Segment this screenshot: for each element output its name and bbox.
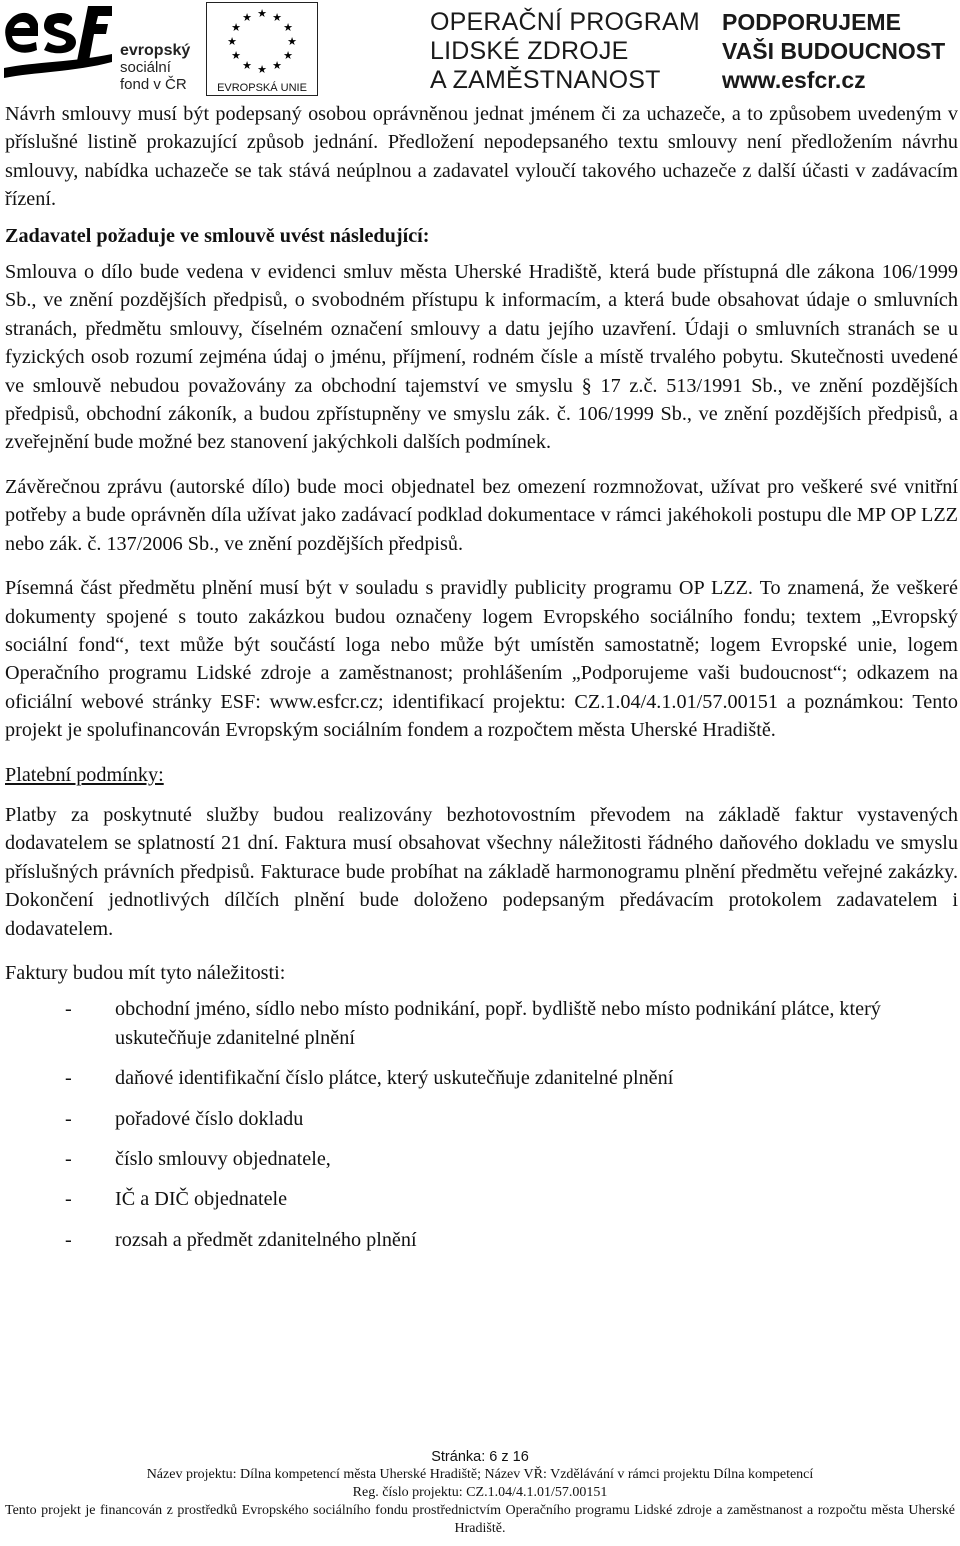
svg-text:★: ★ bbox=[272, 59, 282, 72]
support-line-1: PODPORUJEME bbox=[722, 9, 901, 35]
list-dash: - bbox=[65, 998, 72, 1021]
eu-logo bbox=[206, 2, 318, 96]
esf-line-2: sociální bbox=[120, 59, 171, 76]
list-item bbox=[5, 1145, 958, 1173]
svg-text:★: ★ bbox=[231, 49, 241, 62]
footer-project-name: Název projektu: Dílna kompetencí města Uherské Hradiště; Název VŘ: Vzdělávání v rámci projektu Dílna kompetencí bbox=[146, 1467, 814, 1482]
list-dash: - bbox=[65, 1148, 72, 1170]
support-line-2: VAŠI BUDOUCNOST bbox=[722, 38, 946, 64]
svg-text:★: ★ bbox=[283, 21, 293, 34]
invoice-requirements-list bbox=[5, 995, 958, 1254]
esf-line-3: fond v ČR bbox=[120, 76, 187, 93]
section-heading-requirements: Zadavatel požaduje ve smlouvě uvést následující: bbox=[5, 224, 430, 247]
paragraph-invoice-intro: Faktury budou mít tyto náležitosti: bbox=[5, 961, 286, 984]
svg-text:★: ★ bbox=[257, 7, 267, 20]
page-footer bbox=[0, 1448, 960, 1538]
list-item bbox=[5, 1064, 958, 1092]
paragraph-payment: Platby za poskytnuté služby budou realizovány bezhotovostním převodem na základě faktur vystavených dodavatelem se splatností 21 dní. Faktura musí obsahovat všechny náležitosti řádného daňového dokladu ve smyslu příslušných právních předpisů. Fakturace bude probíhat na základě harmonogramu plnění předmětu veřejné zakázky. Dokončení jednotlivých dílčích plnění bude doloženo podepsaným předávacím protokolem zadavatelem i dodavatelem. bbox=[5, 803, 958, 940]
svg-text:★: ★ bbox=[257, 63, 267, 76]
esf-logo-icon bbox=[4, 6, 114, 96]
list-dash: - bbox=[65, 1107, 72, 1130]
page-header bbox=[0, 0, 960, 100]
support-website-link[interactable]: www.esfcr.cz bbox=[722, 67, 866, 93]
paragraph-contract-registry: Smlouva o dílo bude vedena v evidenci smluv města Uherské Hradiště, která bude přístupná dle zákona 106/1999 Sb., ve znění pozdějších předpisů, o svobodném přístupu k informacím, a která bude obsahovat údaje o smluvních stranách, předmětu smlouvy, číselném označení smlouvy a datu jejího uzavření. Údaji o smluvních stranách se u fyzických osob rozumí zejména údaj o jménu, příjmení, rodném čísle a místě trvalého pobytu. Skutečnosti uvedené ve smlouvě nebudou považovány za obchodní tajemství ve smyslu § 17 z.č. 513/1991 Sb., ve znění pozdějších předpisů, obchodní zákoník, a budou zpřístupněny ve smyslu zák. č. 106/1999 Sb., ve znění pozdějších předpisů, a zveřejnění bude možné bez stanovení jakýchkoli dalších podmínek. bbox=[5, 261, 958, 454]
document-body bbox=[5, 100, 958, 1266]
svg-text:★: ★ bbox=[242, 59, 252, 72]
page-number: Stránka: 6 z 16 bbox=[431, 1449, 529, 1465]
list-item-text: obchodní jméno, sídlo nebo místo podnikání, popř. bydliště nebo místo podnikání plátce, který uskutečňuje zdanitelné plnění bbox=[115, 998, 881, 1049]
list-item-text: daňové identifikační číslo plátce, který uskutečňuje zdanitelné plnění bbox=[115, 1067, 674, 1090]
svg-text:★: ★ bbox=[227, 35, 237, 48]
list-dash: - bbox=[65, 1188, 72, 1211]
list-item-text: pořadové číslo dokladu bbox=[115, 1107, 304, 1130]
esf-line-1: evropský bbox=[120, 42, 191, 59]
svg-text:★: ★ bbox=[231, 21, 241, 34]
esf-logo-text bbox=[120, 42, 190, 93]
list-dash: - bbox=[65, 1228, 72, 1251]
program-line-3: A ZAMĚSTNANOST bbox=[430, 66, 661, 94]
program-line-1: OPERAČNÍ PROGRAM bbox=[430, 8, 700, 36]
list-item-text: rozsah a předmět zdanitelného plnění bbox=[115, 1228, 417, 1251]
support-slogan bbox=[722, 8, 945, 95]
svg-text:★: ★ bbox=[283, 49, 293, 62]
list-item bbox=[5, 1185, 958, 1213]
eu-stars-icon bbox=[207, 3, 317, 81]
list-dash: - bbox=[65, 1067, 72, 1090]
section-heading-payment: Platební podmínky: bbox=[5, 763, 164, 786]
paragraph-publicity: Písemná část předmětu plnění musí být v souladu s pravidly publicity programu OP LZZ. To znamená, že veškeré dokumenty spojené s touto zakázkou budou označeny logem Evropského sociálního fondu; textem „Evropský sociální fond“, text může být součástí loga nebo může být umístěn samostatně; logem Evropské unie, logem Operačního programu Lidské zdroje a zaměstnanost; prohlášením „Podporujeme vaši budoucnost“; odkazem na oficiální webové stránky ESF: www.esfcr.cz; identifikací projektu: CZ.1.04/4.1.01/57.00151 a poznámkou: Tento projekt je spolufinancován Evropským sociálním fondem a rozpočtem města Uherské Hradiště. bbox=[5, 577, 958, 742]
list-item-text: číslo smlouvy objednatele, bbox=[115, 1148, 331, 1170]
footer-registration-number: Reg. číslo projektu: CZ.1.04/4.1.01/57.00151 bbox=[352, 1485, 608, 1500]
program-line-2: LIDSKÉ ZDROJE bbox=[430, 37, 629, 65]
footer-funding-note: Tento projekt je financován z prostředků Evropského sociálního fondu prostřednictvím Operačního programu Lidské zdroje a zaměstnanost a rozpočtu města Uherské Hradiště. bbox=[5, 1503, 955, 1536]
list-item bbox=[5, 995, 958, 1052]
operational-program-title bbox=[430, 8, 700, 95]
list-item-text: IČ a DIČ objednatele bbox=[115, 1188, 288, 1211]
svg-text:★: ★ bbox=[242, 11, 252, 24]
svg-text:★: ★ bbox=[272, 11, 282, 24]
eu-label: EVROPSKÁ UNIE bbox=[217, 82, 307, 94]
paragraph-final-report: Závěrečnou zprávu (autorské dílo) bude moci objednatel bez omezení rozmnožovat, užívat pro veškeré své vnitřní potřeby a bude oprávněn díla užívat jako zadávací podklad dokumentace v rámci jakéhokoli postupu dle MP OP LZZ nebo zák. č. 137/2006 Sb., ve znění pozdějších předpisů. bbox=[5, 475, 958, 555]
svg-text:★: ★ bbox=[287, 35, 297, 48]
list-item bbox=[5, 1226, 958, 1254]
paragraph-signature: Návrh smlouvy musí být podepsaný osobou oprávněnou jednat jménem či za uchazeče, a to způsobem uvedeným v příslušné listině prokazující způsob jednání. Předložení nepodepsaného textu smlouvy není předložením návrhu smlouvy, nabídka uchazeče se tak stává neúplnou a zadavatel vyloučí takového uchazeče z další účasti v zadávacím řízení. bbox=[5, 103, 958, 211]
list-item bbox=[5, 1105, 958, 1133]
